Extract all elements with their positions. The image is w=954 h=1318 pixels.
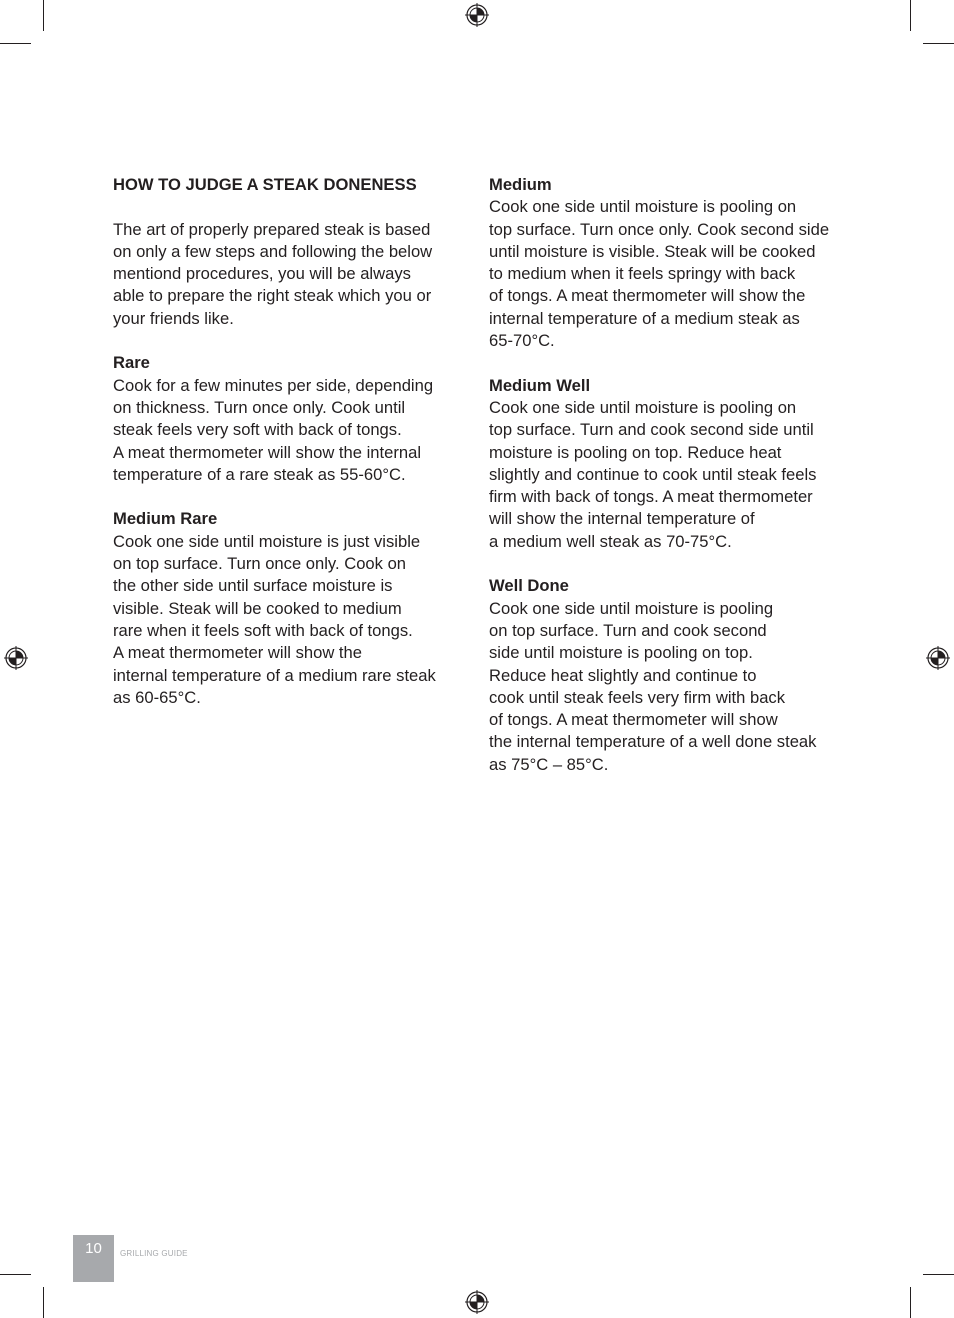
crop-mark-bottom-left-horizontal bbox=[0, 1274, 31, 1275]
text-line: of tongs. A meat thermometer will show the bbox=[489, 286, 806, 306]
crop-mark-bottom-right-vertical bbox=[910, 1287, 911, 1318]
text-line: on only a few steps and following the below bbox=[113, 241, 433, 261]
section-title-medium-well: Medium Well bbox=[489, 375, 591, 395]
section-title-medium-rare: Medium Rare bbox=[113, 509, 218, 529]
text-line: steak feels very soft with back of tongs. bbox=[113, 420, 402, 440]
crop-mark-bottom-right-horizontal bbox=[923, 1274, 954, 1275]
registration-mark-icon bbox=[465, 1290, 489, 1314]
crop-mark-top-right-horizontal bbox=[923, 43, 954, 44]
crop-mark-top-right-vertical bbox=[910, 0, 911, 31]
right-column bbox=[489, 174, 849, 798]
text-line: internal temperature of a medium steak as bbox=[489, 308, 800, 328]
text-line: able to prepare the right steak which you or bbox=[113, 286, 432, 306]
text-line: temperature of a rare steak as 55-60°C. bbox=[113, 464, 406, 484]
text-line: A meat thermometer will show the bbox=[113, 643, 363, 663]
text-line: of tongs. A meat thermometer will show bbox=[489, 710, 778, 730]
text-line: Cook one side until moisture is pooling on bbox=[489, 197, 797, 217]
text-line: slightly and continue to cook until steak feels bbox=[489, 464, 817, 484]
text-line: top surface. Turn once only. Cook second side bbox=[489, 219, 830, 239]
text-line: on top surface. Turn and cook second bbox=[489, 620, 767, 640]
section-title-medium: Medium bbox=[489, 175, 552, 194]
page-title: HOW TO JUDGE A STEAK DONENESS bbox=[113, 175, 417, 194]
text-line: A meat thermometer will show the internal bbox=[113, 442, 422, 462]
text-line: 65-70°C. bbox=[489, 331, 555, 351]
intro-paragraph bbox=[113, 219, 463, 330]
text-line: the internal temperature of a well done steak bbox=[489, 732, 817, 752]
text-line: rare when it feels soft with back of tongs. bbox=[113, 620, 413, 640]
section-medium bbox=[489, 174, 849, 352]
registration-mark-icon bbox=[926, 646, 950, 670]
text-line: to medium when it feels springy with back bbox=[489, 264, 796, 284]
text-line: internal temperature of a medium rare steak bbox=[113, 665, 436, 685]
crop-mark-top-left-horizontal bbox=[0, 43, 31, 44]
page-number: 10 bbox=[85, 1240, 102, 1257]
text-line: cook until steak feels very firm with back bbox=[489, 687, 786, 707]
section-medium-rare bbox=[113, 508, 463, 709]
text-line: side until moisture is pooling on top. bbox=[489, 643, 753, 663]
text-line: mentiond procedures, you will be always bbox=[113, 264, 411, 284]
page-number-tab bbox=[73, 1235, 114, 1282]
section-title-rare: Rare bbox=[113, 353, 150, 373]
text-line: your friends like. bbox=[113, 308, 234, 328]
text-line: moisture is pooling on top. Reduce heat bbox=[489, 442, 782, 462]
section-title-well-done: Well Done bbox=[489, 576, 569, 596]
text-line: a medium well steak as 70-75°C. bbox=[489, 531, 732, 551]
text-line: Cook for a few minutes per side, depending bbox=[113, 375, 434, 395]
text-line: visible. Steak will be cooked to medium bbox=[113, 598, 402, 618]
section-rare bbox=[113, 352, 463, 486]
text-line: Cook one side until moisture is pooling on bbox=[489, 397, 797, 417]
left-column bbox=[113, 174, 463, 731]
text-line: Cook one side until moisture is pooling bbox=[489, 598, 774, 618]
text-line: Reduce heat slightly and continue to bbox=[489, 665, 757, 685]
text-line: the other side until surface moisture is bbox=[113, 576, 393, 596]
text-line: will show the internal temperature of bbox=[489, 509, 755, 529]
text-line: until moisture is visible. Steak will be cooked bbox=[489, 241, 816, 261]
text-line: top surface. Turn and cook second side until bbox=[489, 420, 814, 440]
text-line: Cook one side until moisture is just visible bbox=[113, 531, 421, 551]
text-line: as 75°C – 85°C. bbox=[489, 754, 609, 774]
crop-mark-top-left-vertical bbox=[43, 0, 44, 31]
text-line: firm with back of tongs. A meat thermometer bbox=[489, 487, 813, 507]
section-well-done bbox=[489, 575, 849, 776]
text-line: The art of properly prepared steak is based bbox=[113, 219, 431, 239]
section-medium-well bbox=[489, 375, 849, 553]
crop-mark-bottom-left-vertical bbox=[43, 1287, 44, 1318]
registration-mark-icon bbox=[4, 646, 28, 670]
text-line: on top surface. Turn once only. Cook on bbox=[113, 554, 407, 574]
footer-label: GRILLING GUIDE bbox=[120, 1249, 188, 1258]
registration-mark-icon bbox=[465, 3, 489, 27]
text-line: on thickness. Turn once only. Cook until bbox=[113, 397, 406, 417]
text-line: as 60-65°C. bbox=[113, 687, 201, 707]
